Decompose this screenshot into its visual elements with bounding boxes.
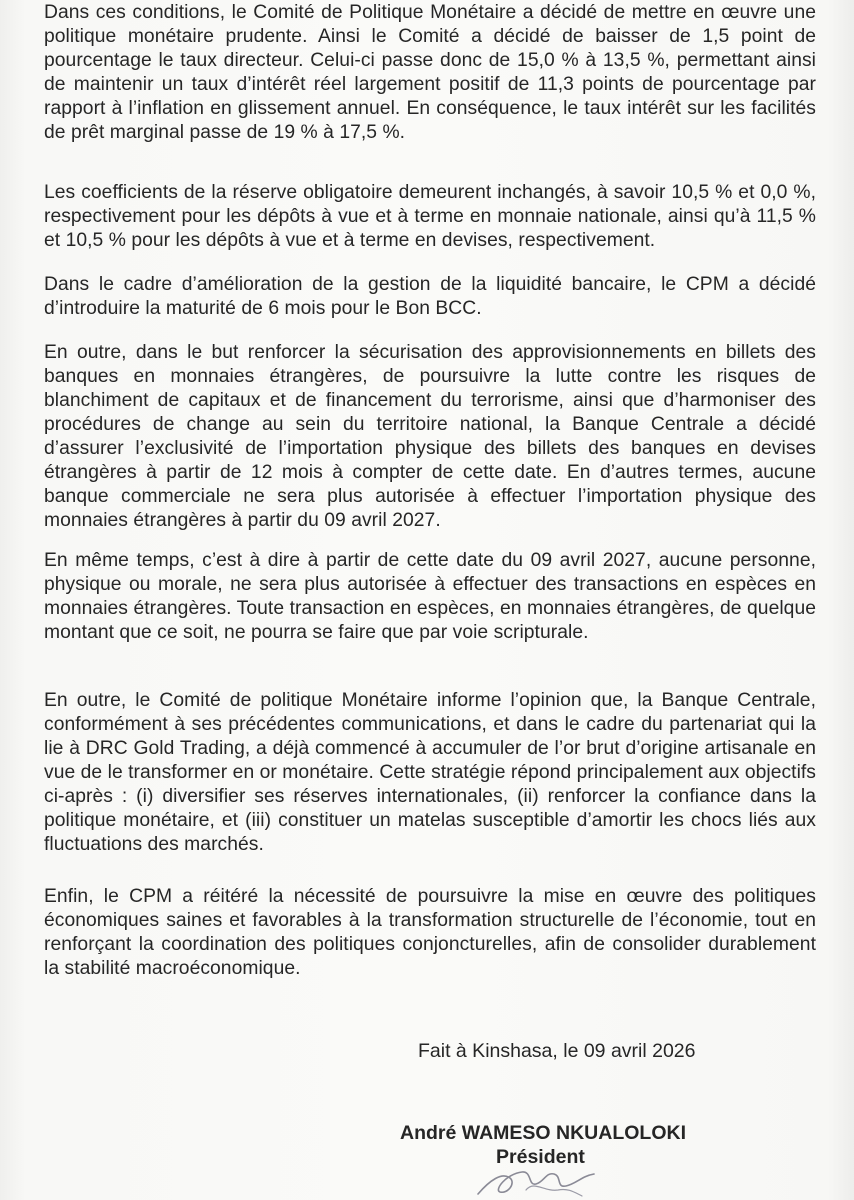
paragraph-gold-reserves: En outre, le Comité de politique Monétaire informe l’opinion que, la Banque Centrale, conformément à ses précédentes communications, et dans le cadre du partenariat qui la lie à DRC Gold Trading, a déjà commencé à accumuler de l’or brut d’origine artisanale en vue de le transformer en or monétaire. Cette stratégie répond principalement aux objectifs ci-après : (i) diversifier ses réserves internationales, (ii) renforcer la confiance dans la politique monétaire, et (iii) constituer un matelas susceptible d’amortir les chocs liés aux fluctuations des marchés.: [44, 690, 816, 855]
paragraph-bon-bcc-maturity: Dans le cadre d’amélioration de la gestion de la liquidité bancaire, le CPM a décidé d’introduire la maturité de 6 mois pour le Bon BCC.: [44, 274, 816, 319]
paragraph-conclusion: Enfin, le CPM a réitéré la nécessité de poursuivre la mise en œuvre des politiques économiques saines et favorables à la transformation structurelle de l’économie, tout en renforçant la coordination des politiques conjoncturelles, afin de consolider durablement la stabilité macroéconomique.: [44, 886, 816, 979]
signatory-name: André WAMESO NKUALOLOKI: [400, 1122, 686, 1144]
place-and-date: Fait à Kinshasa, le 09 avril 2026: [418, 1040, 696, 1062]
paragraph-banknote-import: En outre, dans le but renforcer la sécurisation des approvisionnements en billets des banques en monnaies étrangères, de poursuivre la lutte contre les risques de blanchiment de capitaux et de financement du terrorisme, ainsi que d’harmoniser des procédures de change au sein du territoire national, la Banque Centrale a décidé d’assurer l’exclusivité de l’importation physique des billets des banques en devises étrangères à partir de 12 mois à compter de cette date. En d’autres termes, aucune banque commerciale ne sera plus autorisée à effectuer l’importation physique des monnaies étrangères à partir du 09 avril 2027.: [44, 342, 816, 531]
paragraph-monetary-policy-rate: Dans ces conditions, le Comité de Politique Monétaire a décidé de mettre en œuvre une politique monétaire prudente. Ainsi le Comité a décidé de baisser de 1,5 point de pourcentage le taux directeur. Celui-ci passe donc de 15,0 % à 13,5 %, permettant ainsi de maintenir un taux d’intérêt réel largement positif de 11,3 points de pourcentage par rapport à l’inflation en glissement annuel. En conséquence, le taux intérêt sur les facilités de prêt marginal passe de 19 % à 17,5 %.: [44, 2, 816, 143]
paragraph-cash-transactions: En même temps, c’est à dire à partir de cette date du 09 avril 2027, aucune personne, physique ou morale, ne sera plus autorisée à effectuer des transactions en espèces en monnaies étrangères. Toute transaction en espèces, en monnaies étrangères, de quelque montant que ce soit, ne pourra se faire que par voie scripturale.: [44, 550, 816, 643]
signatory-title: Président: [496, 1146, 585, 1168]
paragraph-reserve-requirements: Les coefficients de la réserve obligatoire demeurent inchangés, à savoir 10,5 % et 0,0 %, respectivement pour les dépôts à vue et à terme en monnaie nationale, ainsi qu’à 11,5 % et 10,5 % pour les dépôts à vue et à terme en devises, respectivement.: [44, 182, 816, 251]
